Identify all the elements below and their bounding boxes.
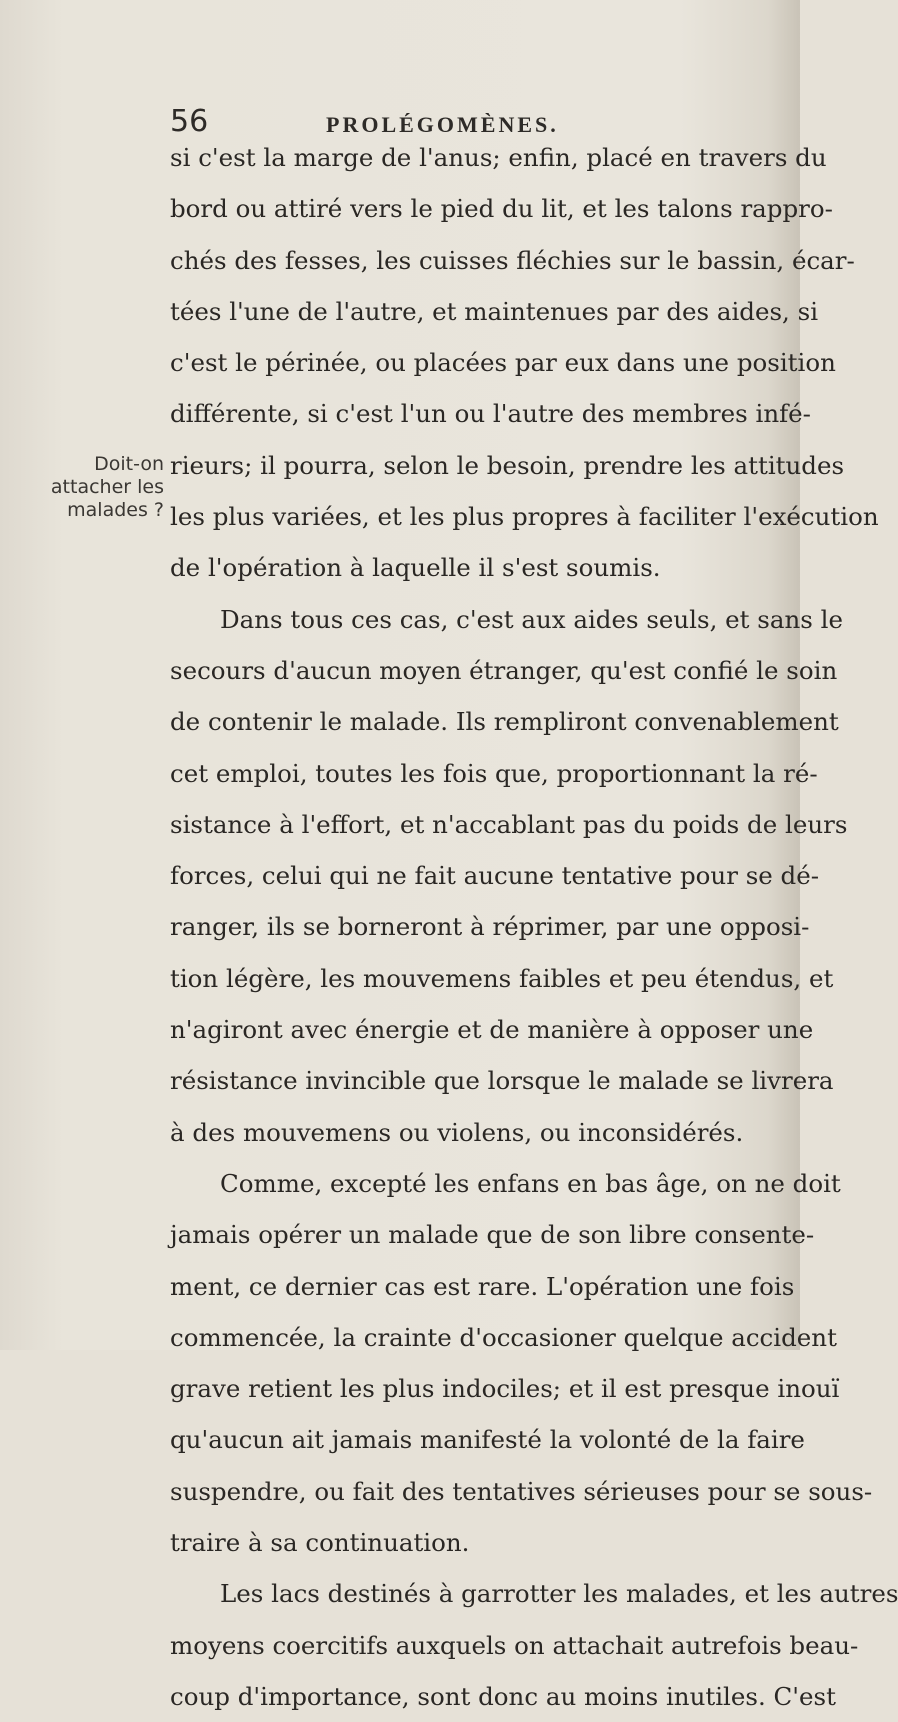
text-line: n'agiront avec énergie et de manière à opposer une (170, 1015, 814, 1045)
text-line: commencée, la crainte d'occasioner quelque accident (170, 1322, 837, 1352)
text-line: différente, si c'est l'un ou l'autre des membres infé- (170, 399, 811, 429)
page-number: 56 (170, 104, 209, 139)
text-line: de contenir le malade. Ils rempliront convenablement (170, 707, 839, 737)
margin-note-line: Doit-on (94, 453, 164, 475)
text-line: Dans tous ces cas, c'est aux aides seuls, et sans le (220, 604, 843, 634)
text-line: rieurs; il pourra, selon le besoin, prendre les attitudes (170, 450, 845, 480)
text-line: à des mouvemens ou violens, ou inconsidérés. (170, 1117, 744, 1147)
text-line: de l'opération à laquelle il s'est soumis. (170, 553, 661, 583)
text-line: les plus variées, et les plus propres à faciliter l'exécution (170, 502, 879, 532)
text-line: sistance à l'effort, et n'accablant pas du poids de leurs (170, 809, 848, 839)
text-line: c'est le périnée, ou placées par eux dans une position (170, 348, 836, 378)
text-line: qu'aucun ait jamais manifesté la volonté de la faire (170, 1425, 805, 1455)
text-line: Comme, excepté les enfans en bas âge, on ne doit (220, 1168, 841, 1198)
text-line: suspendre, ou fait des tentatives sérieuses pour se sous- (170, 1476, 873, 1506)
running-title: PROLÉGOMÈNES. (326, 112, 559, 137)
text-line: cet emploi, toutes les fois que, proportionnant la ré- (170, 758, 818, 788)
text-line: moyens coercitifs auxquels on attachait autrefois beau- (170, 1630, 859, 1660)
text-line: chés des fesses, les cuisses fléchies sur le bassin, écar- (170, 245, 855, 275)
text-line: ment, ce dernier cas est rare. L'opération une fois (170, 1271, 795, 1301)
text-line: si c'est la marge de l'anus; enfin, placé en travers du (170, 143, 827, 172)
margin-note-line: attacher les (50, 476, 164, 498)
text-line: tion légère, les mouvemens faibles et peu étendus, et (170, 963, 834, 993)
text-line: grave retient les plus indociles; et il est presque inouï (170, 1374, 840, 1404)
text-line: traire à sa continuation. (170, 1528, 470, 1558)
body-text (170, 132, 898, 1722)
text-line: secours d'aucun moyen étranger, qu'est confié le soin (170, 655, 838, 685)
text-line: coup d'importance, sont donc au moins inutiles. C'est (170, 1681, 836, 1711)
margin-note-line: malades ? (67, 499, 164, 521)
margin-note (44, 453, 164, 522)
text-line: ranger, ils se borneront à réprimer, par une opposi- (170, 912, 810, 942)
text-line: tées l'une de l'autre, et maintenues par des aides, si (170, 296, 819, 326)
text-line: résistance invincible que lorsque le malade se livrera (170, 1066, 834, 1096)
text-line: forces, celui qui ne fait aucune tentative pour se dé- (170, 861, 820, 891)
text-line: bord ou attiré vers le pied du lit, et les talons rappro- (170, 194, 833, 224)
text-line: jamais opérer un malade que de son libre consente- (170, 1220, 815, 1250)
text-line: Les lacs destinés à garrotter les malades, et les autres (220, 1579, 898, 1609)
